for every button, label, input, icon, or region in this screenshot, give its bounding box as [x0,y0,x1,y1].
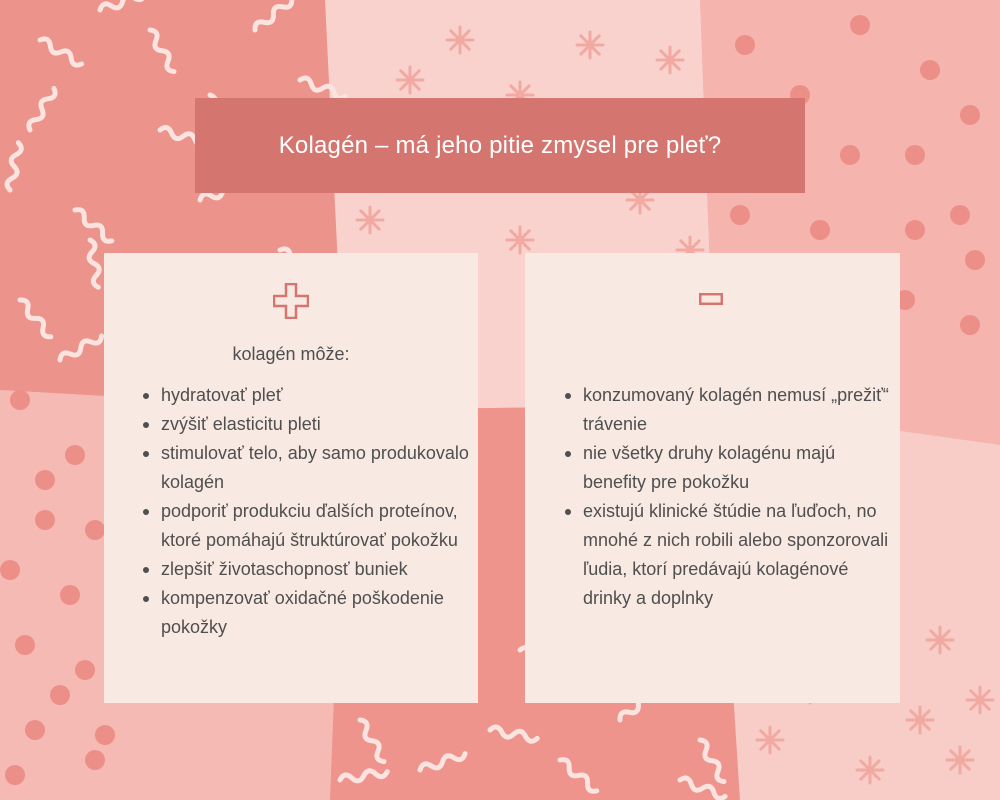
list-item: podporiť produkciu ďalších proteínov, ktoré pomáhajú štruktúrovať pokožku [140,497,470,555]
list-item: nie všetky druhy kolagénu majú benefity pre pokožku [562,439,892,497]
page-title: Kolagén – má jeho pitie zmysel pre pleť? [195,98,805,193]
list-item: stimulovať telo, aby samo produkovalo kolagén [140,439,470,497]
list-item: zlepšiť životaschopnosť buniek [140,555,470,584]
list-item: kompenzovať oxidačné poškodenie pokožky [140,584,470,642]
minus-icon [699,293,723,305]
cons-list [562,381,892,613]
list-item: zvýšiť elasticitu pleti [140,410,470,439]
list-item: existujú klinické štúdie na ľuďoch, no mnohé z nich robili alebo sponzorovali ľudia, ktorí predávajú kolagénové drinky a doplnky [562,497,892,613]
list-item: konzumovaný kolagén nemusí „prežiť“ trávenie [562,381,892,439]
list-item: hydratovať pleť [140,381,470,410]
pros-list [140,381,470,642]
pros-heading: kolagén môže: [232,344,350,364]
plus-icon [273,283,309,319]
